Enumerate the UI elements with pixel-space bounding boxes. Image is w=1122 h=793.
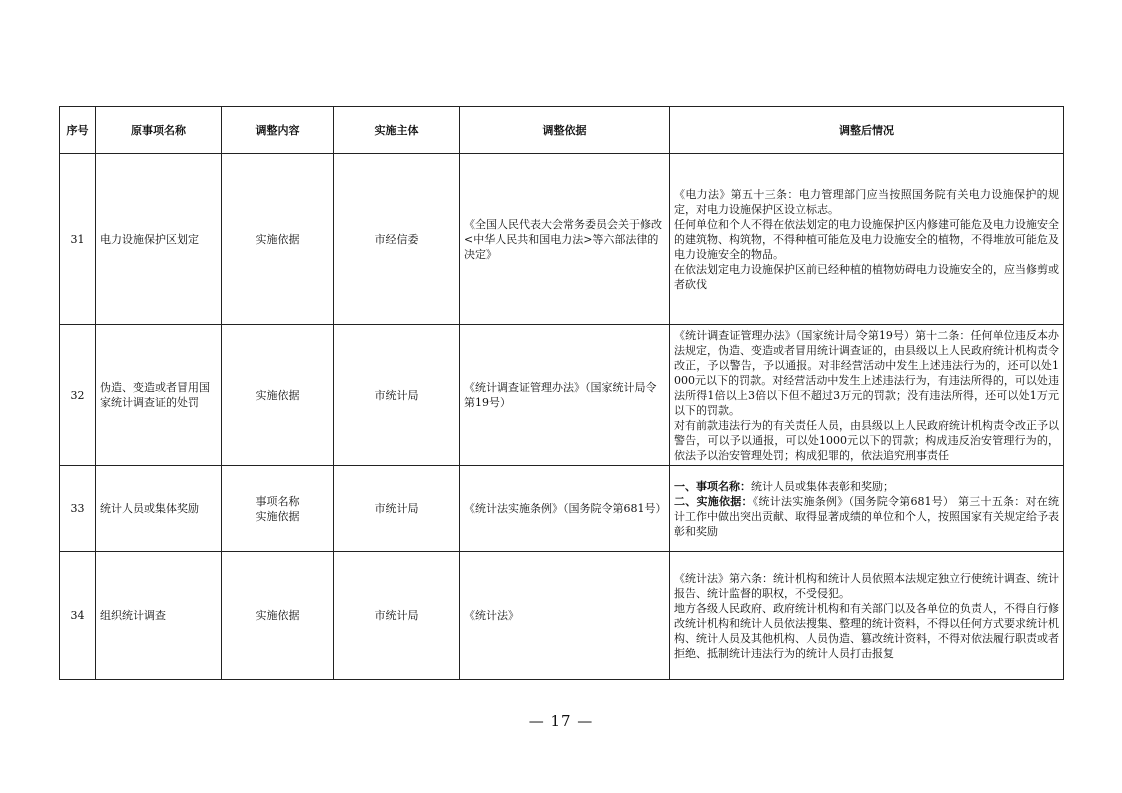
row-number: 33 — [60, 466, 96, 552]
table-row — [60, 154, 1064, 325]
row-adjust-content — [222, 466, 334, 552]
row-adjust-basis: 《统计法实施条例》（国务院令第681号） — [460, 466, 670, 552]
row-adjust-content: 实施依据 — [222, 552, 334, 680]
result-lead: 二、实施依据： — [674, 494, 753, 508]
row-after-adjust — [670, 552, 1064, 680]
adjustment-table — [59, 106, 1064, 680]
row-adjust-content: 实施依据 — [222, 154, 334, 325]
row-implementer: 市统计局 — [334, 466, 460, 552]
result-paragraph — [674, 479, 1059, 494]
row-implementer: 市统计局 — [334, 552, 460, 680]
table-row — [60, 325, 1064, 466]
row-after-adjust — [670, 325, 1064, 466]
row-item-name: 统计人员或集体奖励 — [96, 466, 222, 552]
result-paragraph — [674, 494, 1059, 539]
row-item-name: 伪造、变造或者冒用国家统计调查证的处罚 — [96, 325, 222, 466]
row-number: 31 — [60, 154, 96, 325]
result-paragraph: 对有前款违法行为的有关责任人员，由县级以上人民政府统计机构责令改正予以警告，可以予以通报，可以处1000元以下的罚款；构成违反治安管理行为的，依法予以治安管理处罚；构成犯罪的，依法追究刑事责任 — [674, 418, 1059, 462]
adjust-content-line: 事项名称 — [255, 494, 300, 508]
row-after-adjust — [670, 154, 1064, 325]
header-no: 序号 — [60, 107, 96, 154]
result-paragraph: 任何单位和个人不得在依法划定的电力设施保护区内修建可能危及电力设施安全的建筑物、构筑物，不得种植可能危及电力设施安全的植物，不得堆放可能危及电力设施安全的物品。 — [674, 217, 1059, 261]
page-number: — 17 — — [528, 712, 594, 730]
row-implementer: 市经信委 — [334, 154, 460, 325]
row-number: 34 — [60, 552, 96, 680]
row-adjust-basis: 《统计法》 — [460, 552, 670, 680]
table-row — [60, 466, 1064, 552]
result-text: 统计人员或集体表彰和奖励； — [751, 479, 894, 493]
table-header-row — [60, 107, 1064, 154]
row-item-name: 组织统计调查 — [96, 552, 222, 680]
result-paragraph: 地方各级人民政府、政府统计机构和有关部门以及各单位的负责人，不得自行修改统计机构和统计人员依法搜集、整理的统计资料，不得以任何方式要求统计机构、统计人员及其他机构、人员伪造、篡改统计资料，不得对依法履行职责或者拒绝、抵制统计违法行为的统计人员打击报复 — [674, 601, 1059, 660]
result-paragraph: 在依法划定电力设施保护区前已经种植的植物妨碍电力设施安全的，应当修剪或者砍伐 — [674, 262, 1059, 291]
result-text: 《统计法实施条例》（国务院令第681号） 第三十五条：对在统计工作中做出突出贡献、取得显著成绩的单位和个人，按照国家有关规定给予表彰和奖励 — [674, 494, 1059, 538]
row-adjust-basis: 《统计调查证管理办法》（国家统计局令第19号） — [460, 325, 670, 466]
row-adjust-basis: 《全国人民代表大会常务委员会关于修改<中华人民共和国电力法>等六部法律的决定》 — [460, 154, 670, 325]
header-original-item: 原事项名称 — [96, 107, 222, 154]
adjust-content-line: 实施依据 — [255, 509, 300, 523]
result-paragraph: 《统计调查证管理办法》（国家统计局令第19号）第十二条：任何单位违反本办法规定，伪造、变造或者冒用统计调查证的，由县级以上人民政府统计机构责令改正，予以警告，予以通报。对非经营活动中发生上述违法行为的，还可以处1000元以下的罚款。对经营活动中发生上述违法行为，有违法所得的，可以处违法所得1倍以上3倍以下但不超过3万元的罚款；没有违法所得，还可以处1万元以下的罚款。 — [674, 328, 1059, 417]
header-after-adjust: 调整后情况 — [670, 107, 1064, 154]
row-number: 32 — [60, 325, 96, 466]
header-adjust-basis: 调整依据 — [460, 107, 670, 154]
row-item-name: 电力设施保护区划定 — [96, 154, 222, 325]
row-adjust-content: 实施依据 — [222, 325, 334, 466]
result-paragraph: 《电力法》第五十三条：电力管理部门应当按照国务院有关电力设施保护的规定，对电力设施保护区设立标志。 — [674, 187, 1059, 216]
result-paragraph: 《统计法》第六条：统计机构和统计人员依照本法规定独立行使统计调查、统计报告、统计监督的职权，不受侵犯。 — [674, 571, 1059, 600]
row-after-adjust — [670, 466, 1064, 552]
header-implementer: 实施主体 — [334, 107, 460, 154]
row-implementer: 市统计局 — [334, 325, 460, 466]
header-adjust-content: 调整内容 — [222, 107, 334, 154]
result-lead: 一、事项名称： — [674, 479, 751, 493]
table-row — [60, 552, 1064, 680]
